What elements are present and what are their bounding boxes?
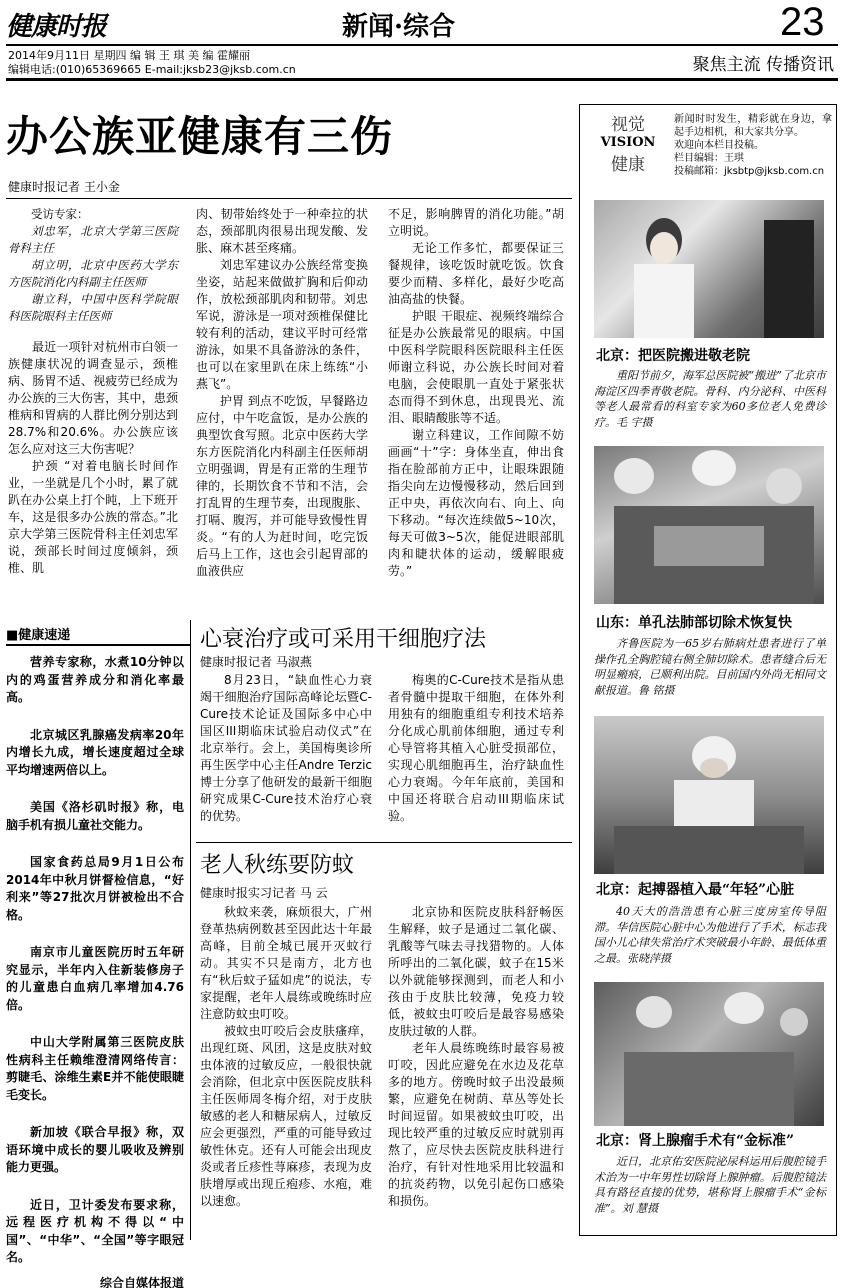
vision-health-logo	[584, 110, 672, 180]
mosquito-headline: 老人秋练要防蚊	[200, 852, 355, 877]
divider	[196, 842, 572, 843]
column-divider	[190, 620, 191, 1240]
page-number: 23	[780, 0, 825, 44]
article-paragraph: 秋蚊来袭，麻烦很大，广州登革热病例数甚至因此达十年最高峰，目前全城已展开灭蚊行动。其实不只是南方，北方也有“秋后蚊子猛如虎”的说法，专家提醒，老年人晨练或晚练时应注意防蚊虫叮咬。	[200, 905, 372, 1021]
vision-desc-line: 投稿邮箱：jksbtp@jksb.com.cn	[674, 166, 825, 177]
list-item: 美国《洛杉矶时报》称，电脑手机有损儿童社交能力。	[6, 800, 184, 832]
experts-block	[8, 206, 178, 325]
main-article-col-2	[196, 206, 368, 580]
mosquito-col-1	[200, 904, 372, 1210]
caption-text: 近日，北京佑安医院泌尿科运用后腹腔镜手术治为一中年男性切除肾上腺肿瘤。后腹腔镜法具有路径直接的优势，堪称肾上腺瘤手术“金标准”。刘 慧摄	[594, 1155, 826, 1215]
photo-pacemaker-infant	[594, 716, 824, 874]
photo-caption	[594, 904, 826, 966]
photo-adrenal-surgery	[594, 982, 824, 1126]
photo-caption	[594, 636, 826, 698]
article-paragraph: 被蚊虫叮咬后会皮肤瘙痒，出现红斑、风团，这是皮肤对蚊虫体液的过敏反应，一般很快就会消除，但北京中医医院皮肤科主任医师周冬梅介绍，对于皮肤敏感的老人和糖尿病人，过敏反应会更强烈，严重的可能导致过敏性休克。还有人可能会出现皮炎或者丘疹性荨麻疹，表现为皮肤增厚或出现丘疱疹、水疱，难以速愈。	[200, 1024, 372, 1208]
article-paragraph: 刘忠军建议办公族经常变换坐姿，站起来做做扩胸和后仰动作，放松颈部肌肉和韧带。刘忠军说，游泳是一项对颈椎保健比较有利的活动，建议平时可经常游泳，如果不具备游泳的条件，也可以在家里趴在床上练练“小燕飞”。	[196, 258, 368, 391]
main-byline: 健康时报记者 王小金	[8, 180, 120, 194]
photo-title: 北京：肾上腺瘤手术有“金标准”	[596, 1133, 795, 1149]
vision-cn-1: 视觉	[611, 115, 645, 134]
caption-text: 重阳节前夕，海军总医院被“搬进”了北京市海淀区四季青敬老院。骨科、内分泌科、中医科等老人最常看的科室专家为60多位老人免费诊疗。毛 宇摄	[594, 369, 826, 429]
main-headline: 办公族亚健康有三伤	[6, 112, 394, 161]
stem-cell-col-2	[388, 672, 564, 825]
header-slogan: 聚焦主流 传播资讯	[692, 55, 834, 75]
list-item: 中山大学附属第三医院皮肤性病科主任赖维澄清网络传言：剪睫毛、涂维生素E并不能使眼睫毛变长。	[6, 1035, 184, 1102]
article-paragraph: 8月23日，“缺血性心力衰竭干细胞治疗国际高峰论坛暨C-Cure技术论证及国际多中心中国区III期临床试验启动仪式”在北京举行。会上，美国梅奥诊所再生医学中心主任Andre Terzic博士分享了他研发的最新干细胞研究成果C-Cure技术治疗心衰的优势。	[200, 673, 372, 823]
vision-desc-line: 新闻时时发生，精彩就在身边，拿起手边相机，和大家共分享。	[674, 114, 832, 138]
list-item: 南京市儿童医院历时五年研究显示，半年内入住新装修房子的儿童患白血病几率增加4.76倍。	[6, 945, 184, 1012]
masthead-logo: 健康时报	[6, 12, 107, 42]
article-paragraph: 护眼 干眼症、视频终端综合征是办公族最常见的眼病。中国中医科学院眼科医院眼科主任医师谢立科说，办公族长时间对着电脑，会使眼肌一直处于紧张状态而得不到休息，出现畏光、流泪、眼睛酸胀等不适。	[388, 309, 564, 425]
quick-news-list	[6, 654, 184, 1288]
stem-cell-headline: 心衰治疗或可采用干细胞疗法	[200, 626, 487, 651]
header-rule	[6, 44, 838, 46]
quick-news-source: 综合自媒体报道	[99, 1275, 184, 1288]
main-article-col-1	[8, 206, 178, 577]
article-paragraph: 北京协和医院皮肤科舒畅医生解释，蚊子是通过二氧化碳、乳酸等气味去寻找猎物的。人体所呼出的二氧化碳，蚊子在15米以外就能够探测到，而老人和小孩由于皮肤比较薄，免疫力较低，被蚊虫叮咬后是最容易感染皮肤过敏的人群。	[388, 905, 564, 1038]
list-item: 营养专家称，水煮10分钟以内的鸡蛋营养成分和消化率最高。	[6, 655, 184, 704]
photo-nurse-elderly	[594, 200, 824, 338]
issue-date-editors: 2014年9月11日 星期四 编 辑 王 琪 美 编 霍耀丽	[8, 49, 250, 62]
photo-title: 北京：把医院搬进敬老院	[596, 348, 750, 364]
stem-cell-byline: 健康时报记者 马淑燕	[200, 655, 312, 669]
square-bullet-icon: ■	[6, 628, 19, 643]
divider	[6, 198, 572, 199]
photo-title: 北京：起搏器植入最“年轻”心脏	[596, 882, 795, 898]
expert-item: 谢立科，中国中医科学院眼科医院眼科主任医师	[8, 292, 178, 323]
list-item: 北京城区乳腺癌发病率20年内增长九成，增长速度超过全球平均增速两倍以上。	[6, 727, 184, 777]
mosquito-col-2	[388, 904, 564, 1210]
vision-description	[674, 113, 832, 178]
article-paragraph: 老年人晨练晚练时最容易被叮咬，因此应避免在水边及花草多的地方。傍晚时蚊子出没最频繁，应避免在树荫、草丛等处长时间逗留。如果被蚊虫叮咬，出现比较严重的过敏反应时就别再熬了，应尽快去医院皮肤科进行治疗，有针对性地采用比较温和的抗炎药物，以免引起伤口感染和损伤。	[388, 1041, 564, 1208]
article-paragraph: 谢立科建议，工作间隙不妨画画“十”字：身体坐直，伸出食指在脸部前方正中，让眼珠跟随指尖向左边慢慢移动，然后回到正中央，再依次向右、向上、向下移动。“每次连续做5~10次，每天可做3~5次，能促进眼部肌肉和睫状体的运动，缓解眼疲劳。”	[388, 428, 564, 578]
mosquito-byline: 健康时报实习记者 马 云	[200, 886, 328, 900]
vision-cn-2: 健康	[611, 155, 645, 174]
quick-news-header	[6, 624, 190, 646]
article-paragraph: 无论工作多忙，都要保证三餐规律，该吃饭时就吃饭。饮食要少而精、多样化，最好少吃高油高盐的快餐。	[388, 241, 564, 306]
vision-desc-line: 欢迎向本栏目投稿。	[674, 140, 764, 151]
quick-news-title: 健康速递	[18, 628, 71, 643]
article-paragraph: 肉、韧带始终处于一种牵拉的状态，颈部肌肉很易出现发酸、发胀、麻木甚至疼痛。	[196, 207, 368, 255]
article-paragraph: 不足，影响脾胃的消化功能。”胡立明说。	[388, 207, 564, 238]
list-item: 新加坡《联合早报》称，双语环境中成长的婴儿吸收及辨别能力更强。	[6, 1125, 184, 1174]
article-paragraph: 梅奥的C-Cure技术是指从患者骨髓中提取干细胞，在体外利用独有的细胞重组专利技术培养分化成心肌前体细胞，通过专利心导管将其植入心脏受损部位，实现心肌细胞再生，治疗缺血性心力衰竭。今年年底前，美国和中国还将联合启动III期临床试验。	[388, 673, 564, 823]
photo-caption	[594, 1154, 826, 1216]
main-article-col-3	[388, 206, 564, 580]
article-paragraph: 护颈 “对着电脑长时间作业，一坐就是几个小时，累了就趴在办公桌上打个盹，上下班开车，这是很多办公族的常态。”北京大学第三医院骨科主任刘忠军说，颈部长时间过度倾斜，颈椎、肌	[8, 459, 178, 575]
list-item: 国家食药总局9月1日公布2014年中秋月饼督检信息，“好利来”等27批次月饼被检出不合格。	[6, 855, 184, 922]
vision-desc-line: 栏目编辑：王琪	[674, 153, 744, 164]
expert-item: 刘忠军，北京大学第三医院骨科主任	[8, 224, 178, 255]
experts-label: 受访专家：	[31, 207, 89, 221]
expert-item: 胡立明，北京中医药大学东方医院消化内科副主任医师	[8, 258, 178, 289]
photo-surgery-shandong	[594, 446, 824, 604]
photo-title: 山东：单孔法肺部切除术恢复快	[596, 615, 792, 631]
section-title: 新闻·综合	[342, 12, 456, 42]
caption-text: 40天大的浩浩患有心脏三度房室传导阻滞。华信医院心脏中心为他进行了手术，标志我国小儿心律失常治疗术突破最小年龄、最低体重之最。张晓萍摄	[594, 905, 826, 965]
header-rule	[6, 78, 838, 81]
article-paragraph: 最近一项针对杭州市白领一族健康状况的调查显示，颈椎病、肠胃不适、视疲劳已经成为办公族的三大伤害，其中，患颈椎病和胃病的人群比例分别达到28.7%和20.6%。办公族应该怎么应对这三大伤害呢？	[8, 340, 178, 456]
editor-contact: 编辑电话:(010)65369665 E-mail:jksb23@jksb.com.cn	[8, 63, 296, 76]
vision-en: VISION	[600, 135, 656, 150]
photo-caption	[594, 368, 826, 430]
stem-cell-col-1	[200, 672, 372, 825]
list-item: 近日，卫计委发布要求称，远程医疗机构不得以“中国”、“中华”、“全国”等字眼冠名。	[6, 1197, 184, 1264]
caption-text: 齐鲁医院为一65岁右肺病灶患者进行了单操作孔全胸腔镜右侧全肺切除术。患者缝合后无明显瘢痕，已顺利出院。目前国内外尚无相同文献报道。鲁 铭摄	[594, 637, 826, 697]
article-paragraph: 护胃 到点不吃饭，早餐路边应付，中午吃盒饭，是办公族的典型饮食写照。北京中医药大学东方医院消化内科副主任医师胡立明强调，胃是有正常的生理节律的，长期饮食不节和不洁，会打乱胃的生理节奏，出现腹胀、打嗝、腹泻，并可能导致慢性胃炎。“有的人为赶时间，吃完饭后马上工作，这也会引起胃部的血液供应	[196, 394, 368, 578]
